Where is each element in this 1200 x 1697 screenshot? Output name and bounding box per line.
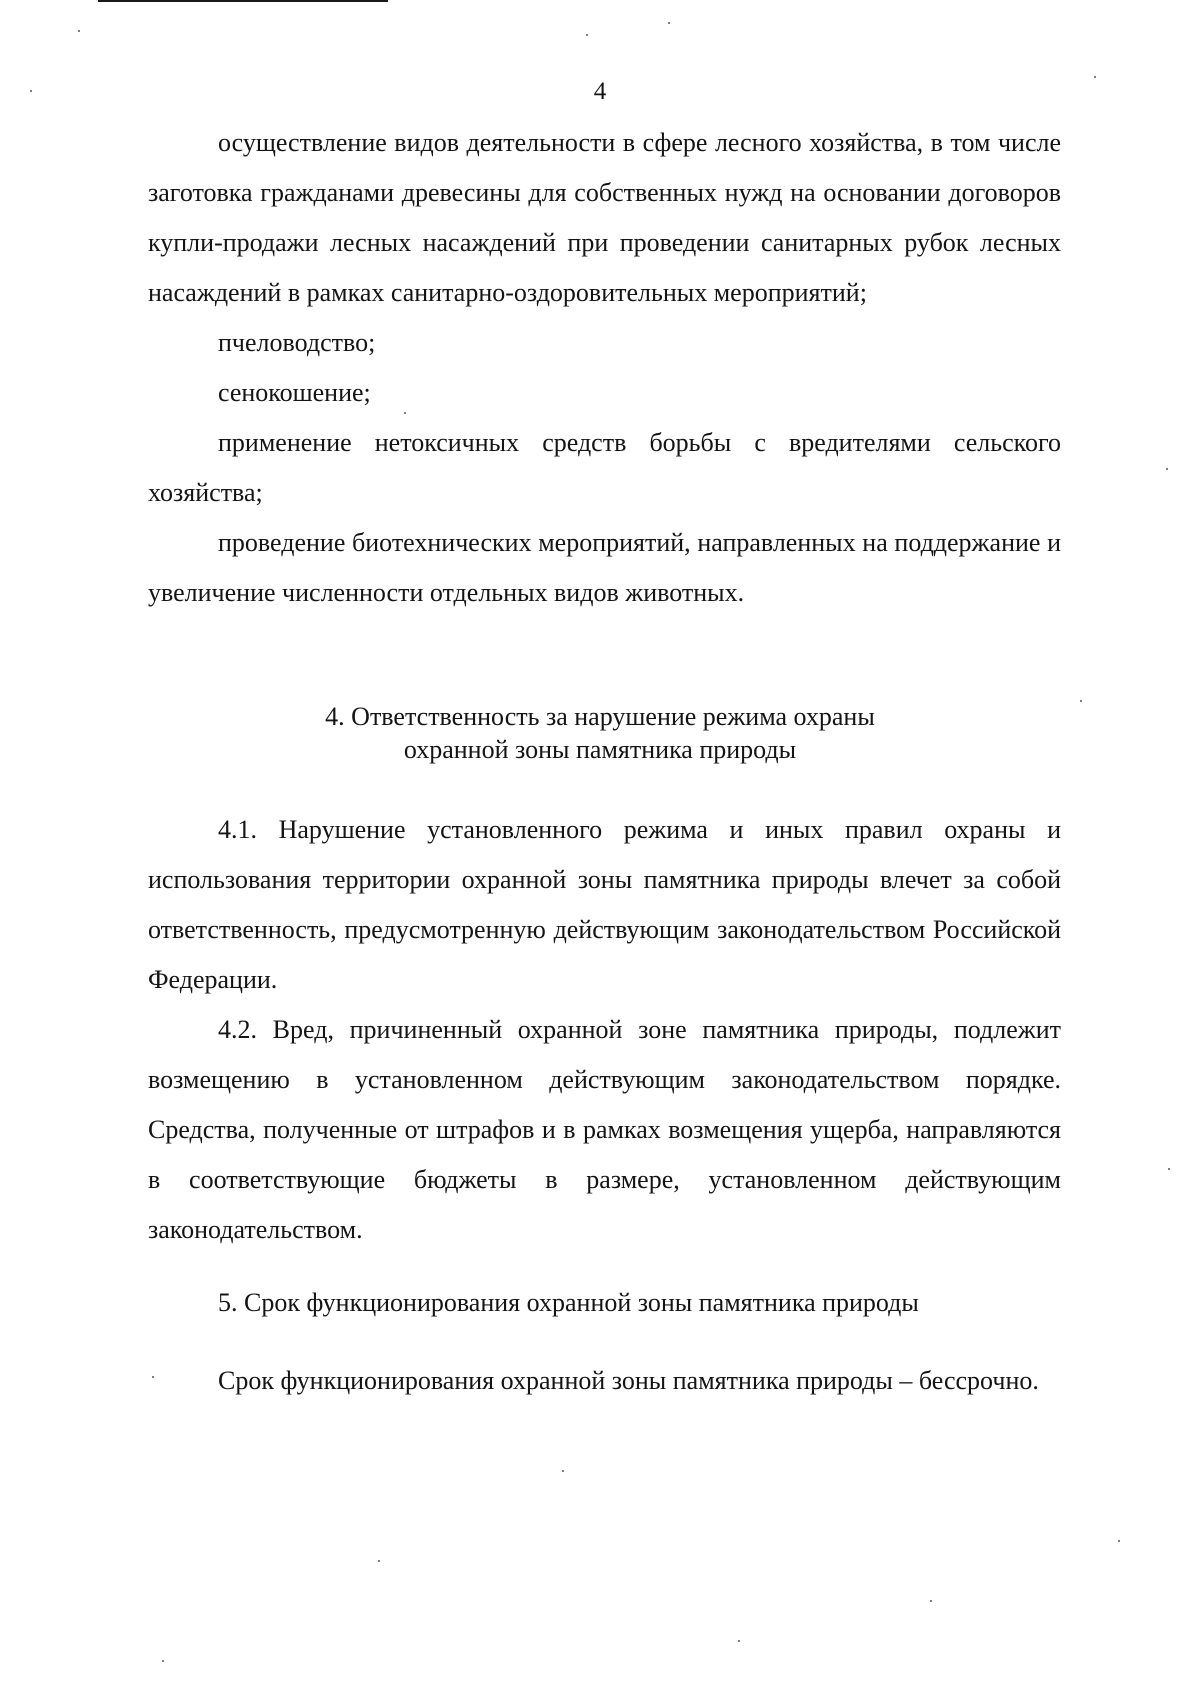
scan-speck <box>586 34 588 36</box>
section-4-heading <box>0 700 1200 766</box>
scan-speck <box>668 22 670 24</box>
scan-speck <box>1080 700 1082 702</box>
paragraph: 4.1. Нарушение установленного режима и иных правил охраны и использования территории охранной зоны памятника природы влечет за собой ответственность, предусмотренную действующим законодательством Российской Федерации. <box>148 815 1061 994</box>
scan-speck <box>930 1600 932 1602</box>
scan-speck <box>1094 76 1096 78</box>
paragraph: Срок функционирования охранной зоны памятника природы – бессрочно. <box>218 1366 1039 1395</box>
scan-speck <box>1166 468 1168 470</box>
scan-speck <box>1168 1168 1170 1170</box>
section-5-heading-text: 5. Срок функционирования охранной зоны памятника природы <box>218 1288 919 1317</box>
list-item: сенокошение; <box>218 378 371 407</box>
scan-speck <box>152 1376 154 1378</box>
paragraph: 4.2. Вред, причиненный охранной зоне памятника природы, подлежит возмещению в установленном действующим законодательством порядке. Средства, полученные от штрафов и в рамках возмещения ущерба, направляются в соответствующие бюджеты в размере, установленном действующим законодательством. <box>148 1015 1061 1244</box>
section-5-body <box>148 1356 1061 1406</box>
list-item: применение нетоксичных средств борьбы с вредителями сельского хозяйства; <box>148 428 1061 507</box>
section-4-heading-line: 4. Ответственность за нарушение режима охраны <box>325 702 875 731</box>
permitted-activities-list <box>148 118 1061 618</box>
scan-speck <box>78 30 80 32</box>
list-item: пчеловодство; <box>218 328 376 357</box>
list-item: осуществление видов деятельности в сфере лесного хозяйства, в том числе заготовка гражданами древесины для собственных нужд на основании договоров купли-продажи лесных насаждений при проведении санитарных рубок лесных насаждений в рамках санитарно-оздоровительных мероприятий; <box>148 128 1061 307</box>
scan-speck <box>404 412 406 414</box>
scan-speck <box>378 1560 380 1562</box>
scan-speck <box>30 90 32 92</box>
section-4-heading-line: охранной зоны памятника природы <box>403 735 797 764</box>
scan-speck <box>162 1660 164 1662</box>
scan-speck <box>1118 1540 1120 1542</box>
list-item: проведение биотехнических мероприятий, направленных на поддержание и увеличение численности отдельных видов животных. <box>148 528 1061 607</box>
section-5-heading <box>218 1283 1118 1323</box>
top-rule <box>98 0 388 2</box>
scan-speck <box>738 1640 740 1642</box>
scan-speck <box>562 1470 564 1472</box>
page-number: 4 <box>593 78 607 105</box>
section-4-body <box>148 805 1061 1255</box>
